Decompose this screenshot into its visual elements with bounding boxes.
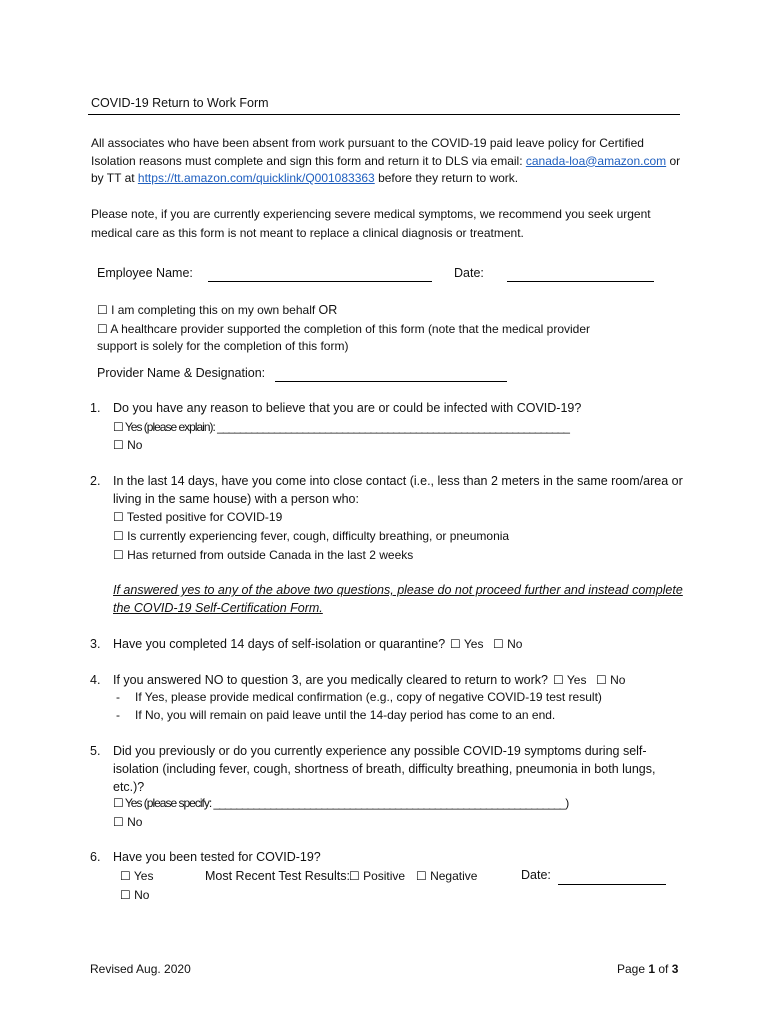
- page-indicator: [617, 962, 678, 976]
- q4-yes-checkbox[interactable]: ☐ Yes: [553, 673, 587, 687]
- q1-no-checkbox[interactable]: ☐ No: [113, 438, 143, 452]
- provider-label: Provider Name & Designation:: [97, 366, 266, 380]
- page-title: COVID-19 Return to Work Form: [91, 96, 269, 110]
- q2-opt-symptoms[interactable]: ☐ Is currently experiencing fever, cough, difficulty breathing, or pneumonia: [113, 529, 510, 543]
- employee-name-field[interactable]: [208, 281, 432, 282]
- q6-yes-checkbox[interactable]: ☐ Yes: [120, 869, 154, 883]
- q4-no-checkbox[interactable]: ☐ No: [596, 673, 626, 687]
- own-behalf-label: ☐ I am completing this on my own behalf: [97, 303, 316, 317]
- q5-text-2: isolation (including fever, cough, shortness of breath, difficulty breathing, pneumonia in both lungs,: [113, 762, 656, 776]
- own-behalf-checkbox[interactable]: [97, 303, 337, 317]
- q5-yes-checkbox[interactable]: ☐ Yes (please specify: ______________________________________________________________): [113, 796, 569, 810]
- q4-bullet-dash-2: -: [116, 708, 120, 722]
- q6-date-label: Date:: [521, 868, 551, 882]
- or-label: OR: [318, 303, 338, 317]
- q3-number: 3.: [90, 637, 101, 651]
- q1-yes-checkbox[interactable]: ☐ Yes (please explain): ______________________________________________________________: [113, 420, 569, 434]
- page-total: 3: [671, 962, 679, 976]
- q1-number: 1.: [90, 401, 101, 415]
- revised-date: Revised Aug. 2020: [90, 962, 191, 976]
- q4-bullet-2: If No, you will remain on paid leave until the 14-day period has come to an end.: [135, 708, 556, 722]
- q5-text-1: Did you previously or do you currently experience any possible COVID-19 symptoms during self-: [113, 744, 647, 758]
- intro-text-3: before they return to work.: [374, 171, 519, 185]
- tt-link[interactable]: https://tt.amazon.com/quicklink/Q001083363: [137, 171, 375, 185]
- q2-warning-2: the COVID-19 Self-Certification Form.: [113, 601, 323, 615]
- q6-positive-checkbox[interactable]: ☐ Positive: [349, 869, 406, 883]
- q6-negative-checkbox[interactable]: ☐ Negative: [416, 869, 478, 883]
- page-prefix: Page: [617, 962, 649, 976]
- title-divider: [88, 114, 680, 115]
- q2-opt-travel[interactable]: ☐ Has returned from outside Canada in the last 2 weeks: [113, 548, 414, 562]
- q6-no-checkbox[interactable]: ☐ No: [120, 888, 150, 902]
- q2-number: 2.: [90, 474, 101, 488]
- intro-paragraph: [91, 135, 681, 188]
- date-label: Date:: [454, 266, 484, 280]
- q6-text: Have you been tested for COVID-19?: [113, 850, 321, 864]
- date-field[interactable]: [507, 281, 654, 282]
- q5-text-3: etc.)?: [113, 780, 145, 794]
- q5-number: 5.: [90, 744, 101, 758]
- page-current: 1: [648, 962, 656, 976]
- q2-text-2: living in the same house) with a person who:: [113, 492, 359, 506]
- q6-results-label: Most Recent Test Results:: [205, 869, 350, 883]
- q4-number: 4.: [90, 673, 101, 687]
- employee-name-label: Employee Name:: [97, 266, 193, 280]
- q4-text: If you answered NO to question 3, are you medically cleared to return to work?: [113, 673, 548, 687]
- q6-date-field[interactable]: [558, 884, 666, 885]
- q3-text: Have you completed 14 days of self-isolation or quarantine?: [113, 637, 446, 651]
- q3-yes-checkbox[interactable]: ☐ Yes: [450, 637, 484, 651]
- provider-field[interactable]: [275, 381, 507, 382]
- q6-number: 6.: [90, 850, 101, 864]
- q2-text-1: In the last 14 days, have you come into close contact (i.e., less than 2 meters in the same room/area or: [113, 474, 683, 488]
- healthcare-label-2: support is solely for the completion of this form): [97, 339, 349, 353]
- q5-no-checkbox[interactable]: ☐ No: [113, 815, 143, 829]
- q2-warning-1: If answered yes to any of the above two questions, please do not proceed further and instead complete: [113, 583, 683, 597]
- q1-text: Do you have any reason to believe that you are or could be infected with COVID-19?: [113, 401, 582, 415]
- healthcare-checkbox[interactable]: ☐ A healthcare provider supported the completion of this form (note that the medical provider: [97, 322, 591, 336]
- q2-opt-tested-positive[interactable]: ☐ Tested positive for COVID-19: [113, 510, 283, 524]
- q4-bullet-1: If Yes, please provide medical confirmation (e.g., copy of negative COVID-19 test result): [135, 690, 602, 704]
- note-paragraph: Please note, if you are currently experiencing severe medical symptoms, we recommend you seek urgent medical care as this form is not meant to replace a clinical diagnosis or treatment.: [91, 207, 651, 240]
- email-link[interactable]: canada-loa@amazon.com: [525, 153, 667, 168]
- intro-text-1: All associates who have been absent from work pursuant to the COVID-19 paid leave policy for Certified Isolation reasons must complete and sign this form and return it to DLS via email:: [91, 136, 644, 168]
- q4-bullet-dash-1: -: [116, 690, 120, 704]
- q3-no-checkbox[interactable]: ☐ No: [493, 637, 523, 651]
- page-of: of: [655, 962, 672, 976]
- intro-text-2: or by TT at: [91, 153, 681, 185]
